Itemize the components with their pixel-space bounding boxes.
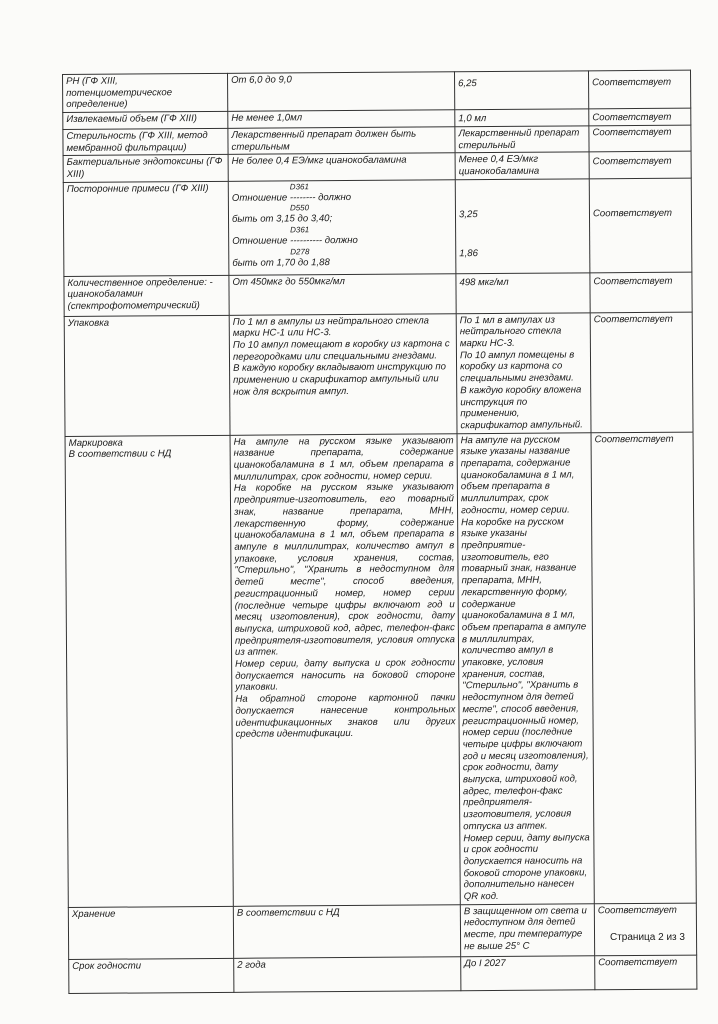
param-result: Лекарственный препарат стерильный: [455, 126, 589, 153]
norm-line: По 10 ампул помещают в коробку из картона с перегородками или специальными гнездами.: [232, 338, 450, 363]
result-line: На коробке на русском языке указаны предприятие-изготовитель, его товарный знак, название препарата, МНН, лекарственную форму, содержание цианокобаламина в 1 мл, объем препарата в ампуле в миллилитрах, количество ампул в упаковке, условия хранения, состав, "Стерильно", "Хранить в недоступном для детей месте", способ введения, регистрационный номер, номер серии (последние четыре цифры включают год и месяц изготовления), срок годности, дату выпуска, штриховой код, адрес, телефон-факс предприятеля-изготовителя, условия отпуска из аптек.: [461, 516, 589, 833]
ratio-numerator: D361: [290, 225, 310, 235]
page-number: Страница 2 из 3: [610, 932, 685, 943]
result-line: По 10 ампул помещены в коробку из картона со специальными гнездами.: [459, 349, 575, 385]
param-status: Соответствует: [588, 70, 690, 109]
document-page: [62, 70, 696, 994]
norm-line: быть от 1,70 до 1,88: [232, 256, 330, 269]
param-status: Соответствует: [590, 312, 693, 433]
norm-line: На обратной стороне картонной пачки допускается нанесение контрольных идентификационных знаков или других средств идентификации.: [235, 692, 456, 741]
param-status: Соответствует: [595, 955, 697, 990]
table-row: [64, 312, 693, 436]
param-status: [589, 178, 692, 273]
param-norm: Лекарственный препарат должен быть стерильным: [228, 127, 455, 155]
test-results-table: [62, 70, 697, 994]
ratio-denominator: D278: [290, 247, 310, 257]
param-result: [457, 432, 594, 904]
param-status: Соответствует: [591, 432, 696, 904]
result-value: 1,86: [459, 248, 478, 260]
param-name: Бактериальные эндотоксины (ГФ XIII): [63, 155, 228, 183]
result-line: На ампуле на русском языке указаны название препарата, содержание цианокобаламина в 1 мл, объем препарата в миллилитрах, срок годности, номер серии.: [460, 434, 575, 517]
param-norm: В соответствии с НД: [233, 905, 460, 959]
norm-line: В каждую коробку вкладывают инструкцию по применению и скарификатор ампульный или нож для вскрытия ампул.: [233, 361, 447, 398]
ratio-numerator: D361: [289, 181, 309, 192]
table-row: [69, 955, 697, 993]
param-norm: Не более 0,4 ЕЭ/мкг цианокобаламина: [228, 153, 455, 181]
param-name: [65, 435, 233, 907]
norm-line: Отношение -------- должно: [231, 191, 352, 204]
norm-line: быть от 3,15 до 3,40;: [231, 213, 333, 226]
norm-line: На ампуле на русском языке указывают название препарата, содержание цианокобаламина в 1 мл, объем препарата в миллилитрах, срок годности, номер серии.: [233, 434, 454, 483]
table-row: [63, 178, 692, 276]
table-row: [68, 903, 696, 959]
param-status: Соответствует: [589, 151, 691, 178]
param-name: РН (ГФ XIII, потенциометрическое определение): [63, 73, 228, 112]
result-line: Номер серии, дату выпуска и срок годности допускается наносить на боковой стороне упаковки, дополнительно нанесен QR код.: [463, 831, 590, 903]
param-name: Посторонние примеси (ГФ XIII): [63, 181, 229, 276]
param-norm: 2 года: [234, 957, 461, 993]
param-status: Соответствует: [589, 108, 691, 125]
norm-line: По 1 мл в ампулы из нейтрального стекла марки НС-1 или НС-3.: [232, 315, 430, 340]
param-name: Стерильность (ГФ XIII, метод мембранной фильтрации): [63, 128, 228, 156]
param-name: Упаковка: [64, 315, 230, 436]
table-row: [65, 432, 696, 907]
status-text: Соответствует: [592, 207, 673, 219]
norm-line: Номер серии, дату выпуска и срок годности допускается наносить на боковой стороне упаковки.: [235, 657, 456, 694]
param-norm: Не менее 1,0мл: [228, 110, 455, 128]
param-status: Соответствует: [590, 272, 692, 313]
norm-line: На коробке на русском языке указывают предприятие-изготовитель, его товарный знак, название препарата, МНН, лекарственную форму, содержание цианокобаламина в 1 мл, объем препарата в ампуле в миллилитрах, количество ампул в упаковке, условия хранения, состав, "Стерильно", "Хранить в недоступном для детей месте", способ введения, регистрационный номер, номер серии (последние четыре цифры включают год и месяц изготовления), срок годности, дату выпуска, штриховой код, адрес, телефон-факс предприятеля-изготовителя, условия отпуска из аптек.: [233, 481, 455, 659]
param-name: Количественное определение: - цианокобаламин (спектрофотометрический): [64, 275, 229, 316]
result-line: По 1 мл в ампулах из нейтрального стекла марки НС-3.: [459, 314, 562, 350]
param-result: В защищенном от света и недоступном для детей месте, при температуре не выше 25° С: [460, 904, 594, 957]
norm-line: Отношение ---------- должно: [232, 234, 358, 247]
param-result: До I 2027: [461, 956, 595, 991]
param-result: Менее 0,4 ЕЭ/мкг цианокобаламина: [455, 152, 589, 179]
param-result: 6,25: [454, 71, 588, 110]
param-result: 498 мкг/мл: [456, 272, 590, 313]
param-norm: От 6,0 до 9,0: [227, 72, 454, 112]
ratio-denominator: D550: [289, 203, 310, 213]
result-line: В каждую коробку вложена инструкция по применению, скарификатор ампульный.: [460, 384, 583, 432]
param-norm: [229, 313, 457, 435]
param-status: Соответствует: [589, 125, 691, 152]
table-row: [64, 272, 692, 316]
param-subtitle: В соответствии с НД: [68, 448, 172, 461]
param-result: 1,0 мл: [455, 109, 589, 127]
param-norm: [228, 179, 456, 275]
result-value: 3,25: [458, 208, 478, 220]
param-result: [456, 312, 591, 433]
param-name: Хранение: [68, 906, 233, 959]
param-result: [455, 178, 590, 273]
param-title: Маркировка: [68, 437, 123, 449]
table-row: [63, 70, 691, 112]
param-norm: [230, 433, 460, 906]
param-status: Соответствует: [594, 903, 696, 956]
param-name: Извлекаемый объем (ГФ XIII): [63, 111, 228, 129]
param-norm: От 450мкг до 550мкг/мл: [229, 273, 456, 315]
param-name: Срок годности: [69, 958, 234, 993]
